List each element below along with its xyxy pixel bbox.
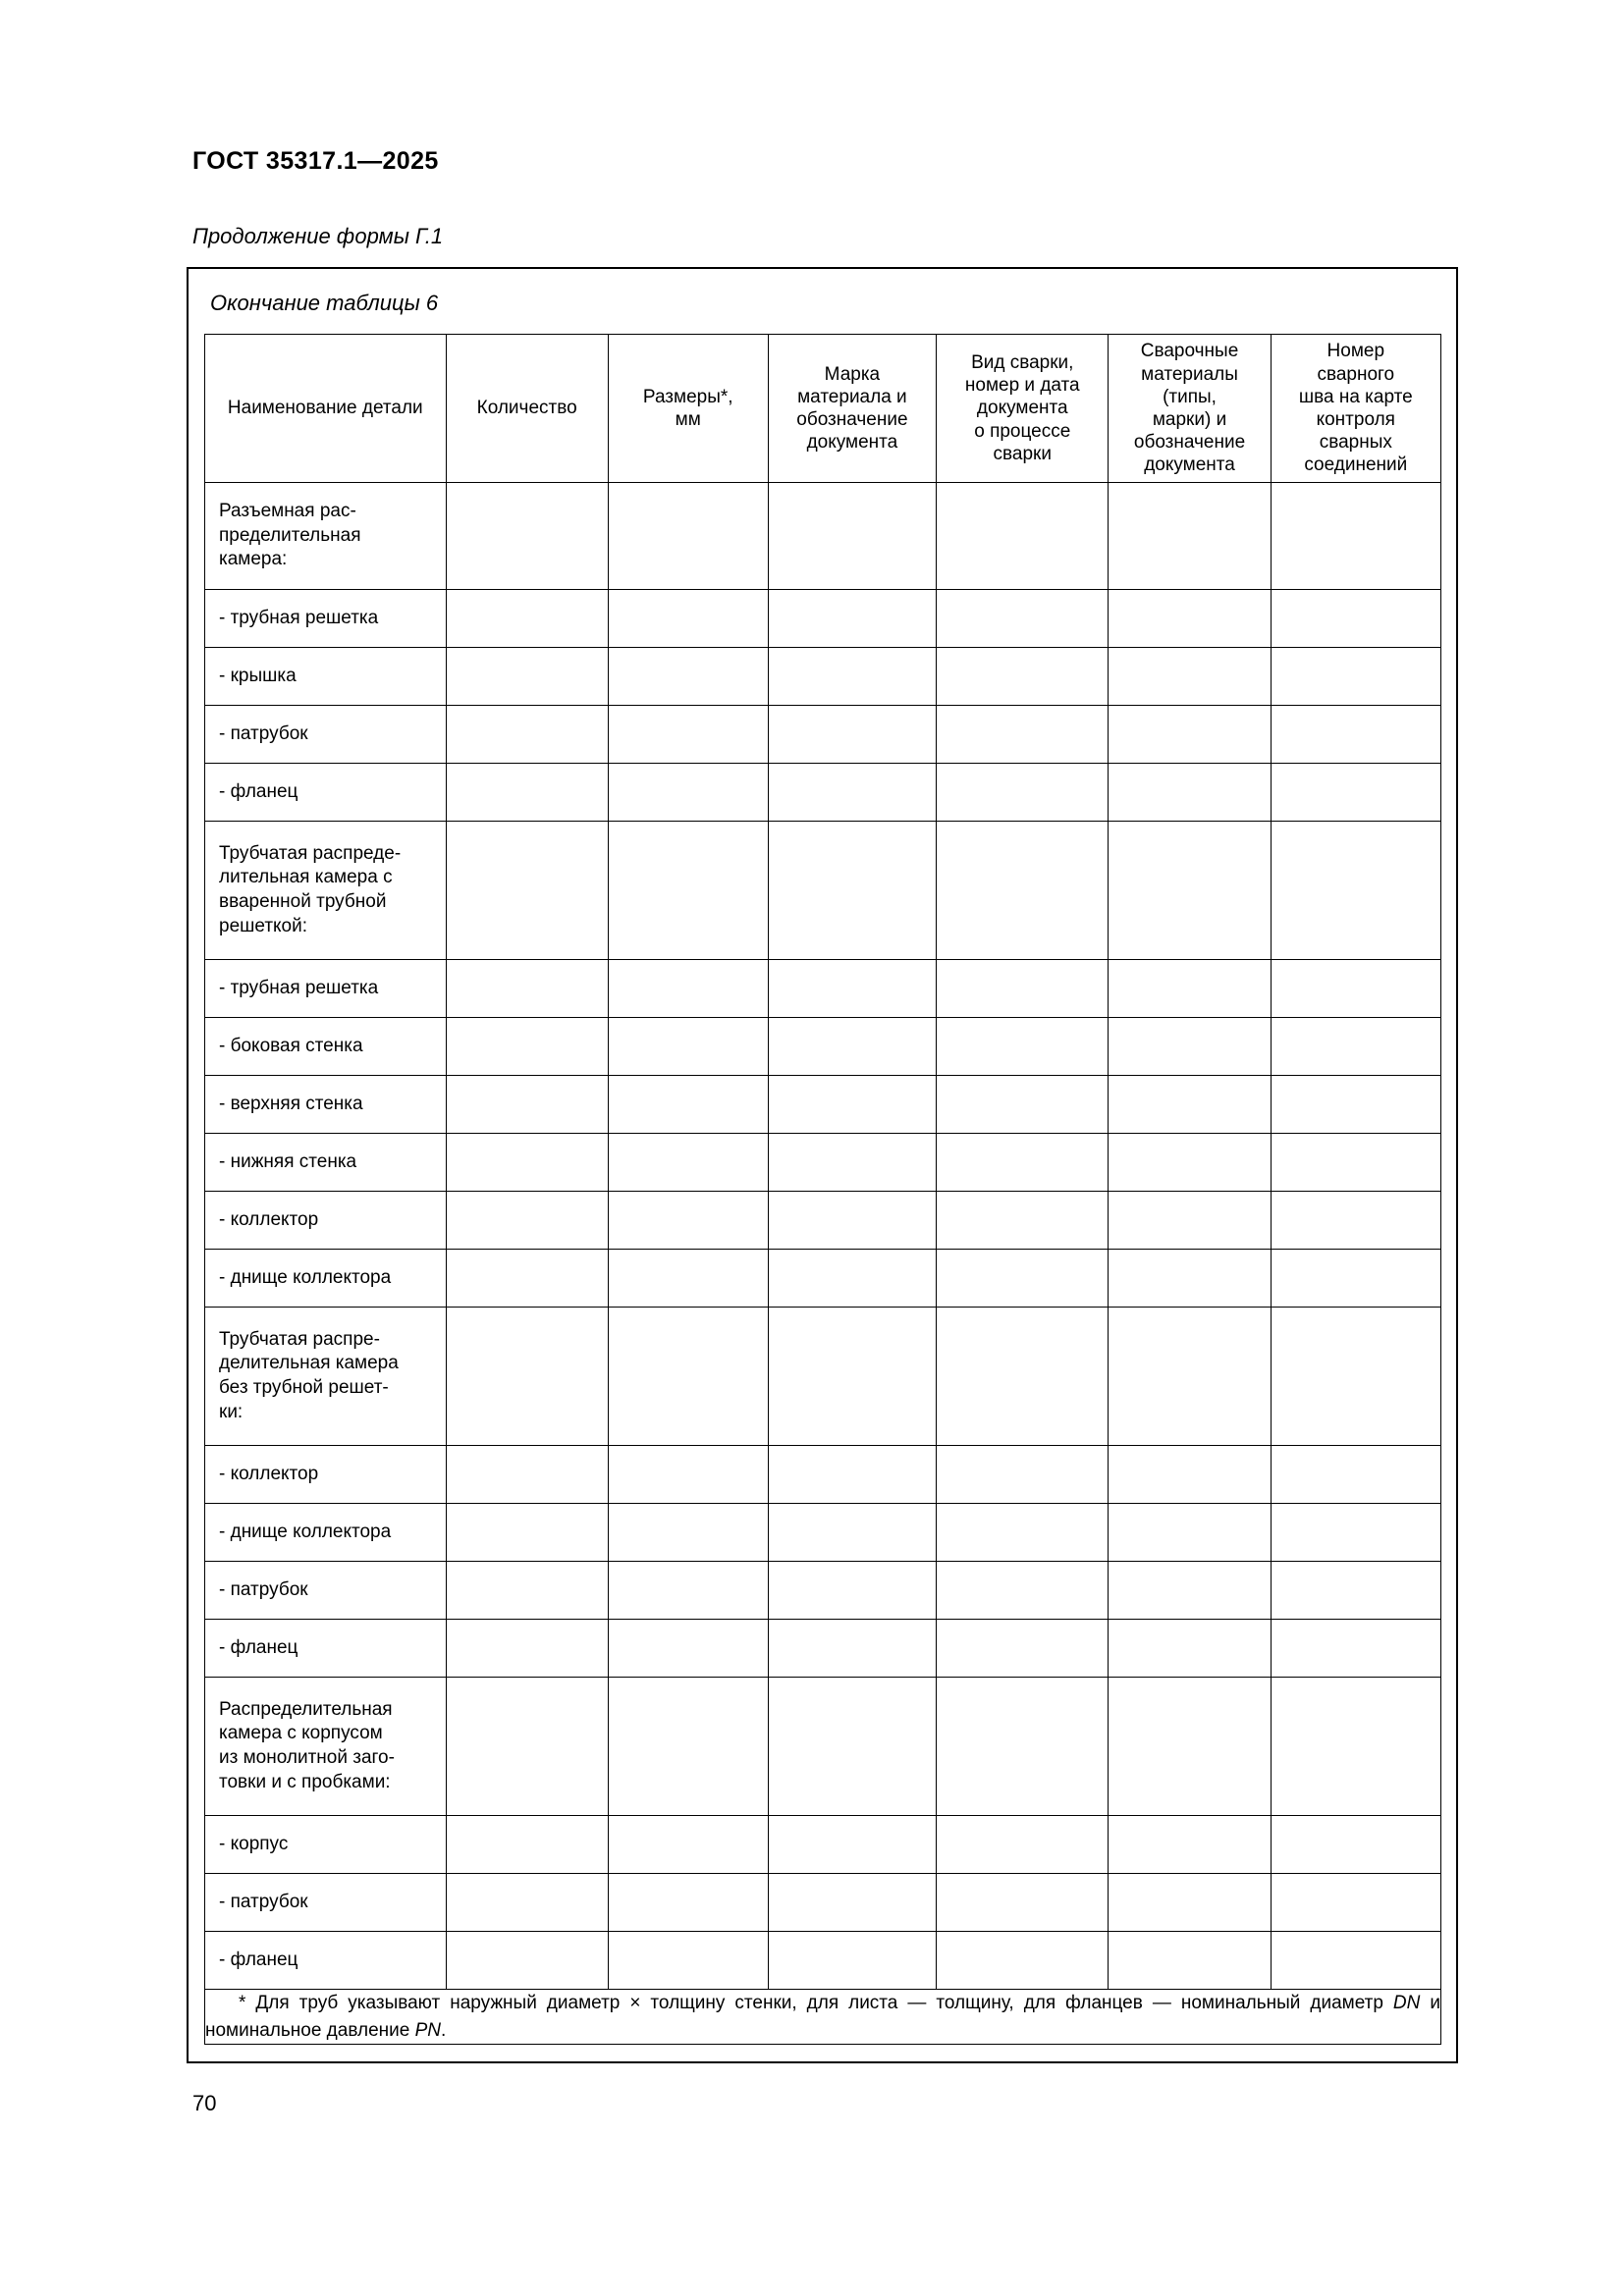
column-header-dimensions [608, 335, 768, 483]
footnote-text-part1: * Для труб указывают наружный диаметр × толщину стенки, для листа — толщину, для фланцев — номинальный диаметр [239, 1993, 1393, 2013]
weld-number-cell[interactable] [1271, 1192, 1440, 1250]
column-header-weld-number-line6: соединений [1304, 454, 1408, 476]
welding-type-cell[interactable] [937, 483, 1109, 590]
part-name-line: - нижняя стенка [219, 1150, 357, 1172]
part-name-line: - патрубок [219, 1578, 308, 1600]
part-name-line: без трубной решет- [219, 1377, 389, 1398]
material-cell[interactable] [768, 1620, 936, 1678]
material-cell[interactable] [768, 1932, 936, 1990]
table-row [205, 706, 1441, 764]
welding-type-cell[interactable] [937, 1504, 1109, 1562]
column-header-welding-type-line4: о процессе [974, 420, 1071, 442]
welding-materials-cell[interactable] [1109, 960, 1271, 1018]
quantity-cell[interactable] [446, 1620, 608, 1678]
welding-type-cell[interactable] [937, 764, 1109, 822]
quantity-cell[interactable] [446, 1562, 608, 1620]
welding-type-cell[interactable] [937, 1562, 1109, 1620]
weld-number-cell[interactable] [1271, 590, 1440, 648]
quantity-cell[interactable] [446, 1874, 608, 1932]
welding-materials-cell[interactable] [1109, 1816, 1271, 1874]
welding-type-cell[interactable] [937, 590, 1109, 648]
part-name-cell [205, 1446, 447, 1504]
welding-materials-cell[interactable] [1109, 1076, 1271, 1134]
weld-number-cell[interactable] [1271, 1874, 1440, 1932]
part-name-line: - патрубок [219, 1891, 308, 1912]
column-header-welding-type [937, 335, 1109, 483]
dimensions-cell[interactable] [608, 483, 768, 590]
weld-number-cell[interactable] [1271, 960, 1440, 1018]
column-header-dimensions-line1: Размеры*, [642, 386, 733, 407]
welding-materials-cell[interactable] [1109, 648, 1271, 706]
quantity-cell[interactable] [446, 483, 608, 590]
dimensions-cell[interactable] [608, 1076, 768, 1134]
part-name-line: Распределительная [219, 1698, 393, 1720]
table-foot [205, 1990, 1441, 2045]
part-name-cell [205, 1018, 447, 1076]
material-cell[interactable] [768, 764, 936, 822]
column-header-material-line1: Марка [824, 363, 881, 385]
part-name-line: из монолитной заго- [219, 1747, 395, 1768]
part-name-cell [205, 590, 447, 648]
weld-number-cell[interactable] [1271, 1446, 1440, 1504]
part-name-cell [205, 706, 447, 764]
part-name-line: - верхняя стенка [219, 1093, 363, 1114]
quantity-cell[interactable] [446, 1504, 608, 1562]
page-number: 70 [192, 2091, 217, 2115]
part-name-line: - фланец [219, 1949, 298, 1970]
welding-type-cell[interactable] [937, 1308, 1109, 1446]
dimensions-cell[interactable] [608, 1874, 768, 1932]
part-name-line: Разъемная рас- [219, 500, 356, 521]
welding-materials-cell[interactable] [1109, 590, 1271, 648]
part-name-cell [205, 1134, 447, 1192]
welding-materials-cell[interactable] [1109, 1678, 1271, 1816]
dimensions-cell[interactable] [608, 1446, 768, 1504]
quantity-cell[interactable] [446, 706, 608, 764]
welding-type-cell[interactable] [937, 1678, 1109, 1816]
weld-number-cell[interactable] [1271, 1678, 1440, 1816]
welding-materials-cell[interactable] [1109, 1620, 1271, 1678]
table-row [205, 648, 1441, 706]
material-cell[interactable] [768, 1816, 936, 1874]
dimensions-cell[interactable] [608, 1018, 768, 1076]
table-row [205, 1562, 1441, 1620]
material-cell[interactable] [768, 1504, 936, 1562]
welding-materials-cell[interactable] [1109, 1562, 1271, 1620]
part-name-cell [205, 1504, 447, 1562]
part-name-line: камера с корпусом [219, 1723, 383, 1744]
table-row [205, 1620, 1441, 1678]
welding-materials-cell[interactable] [1109, 1134, 1271, 1192]
quantity-cell[interactable] [446, 590, 608, 648]
welding-materials-cell[interactable] [1109, 706, 1271, 764]
dimensions-cell[interactable] [608, 1932, 768, 1990]
part-name-line: - фланец [219, 780, 298, 802]
column-header-dimensions-line2: мм [675, 409, 701, 430]
part-name-line: - днище коллектора [219, 1266, 392, 1288]
material-cell[interactable] [768, 1446, 936, 1504]
material-cell[interactable] [768, 706, 936, 764]
welding-type-cell[interactable] [937, 1250, 1109, 1308]
dimensions-cell[interactable] [608, 1308, 768, 1446]
dimensions-cell[interactable] [608, 1504, 768, 1562]
material-cell[interactable] [768, 1562, 936, 1620]
footnote-pn: PN [414, 2019, 442, 2041]
welding-type-cell[interactable] [937, 1018, 1109, 1076]
table-row [205, 483, 1441, 590]
column-header-weld-number-line5: сварных [1319, 432, 1392, 454]
parts-table [204, 334, 1441, 2045]
welding-materials-cell[interactable] [1109, 1874, 1271, 1932]
welding-materials-cell[interactable] [1109, 1308, 1271, 1446]
column-header-weld-number-line4: контроля [1316, 409, 1395, 430]
table-row [205, 822, 1441, 960]
weld-number-cell[interactable] [1271, 1504, 1440, 1562]
column-header-welding-materials [1109, 335, 1271, 483]
column-header-material-line2: материала и [797, 386, 907, 407]
column-header-part-name: Наименование детали [205, 335, 447, 483]
part-name-line: - трубная решетка [219, 977, 379, 998]
part-name-line: - фланец [219, 1636, 298, 1658]
part-name-cell [205, 1816, 447, 1874]
part-name-line: - корпус [219, 1833, 289, 1854]
weld-number-cell[interactable] [1271, 1250, 1440, 1308]
column-header-welding-materials-line6: документа [1144, 454, 1235, 476]
material-cell[interactable] [768, 1192, 936, 1250]
column-header-material [768, 335, 936, 483]
column-header-material-line4: документа [806, 432, 898, 454]
quantity-cell[interactable] [446, 648, 608, 706]
material-cell[interactable] [768, 1018, 936, 1076]
weld-number-cell[interactable] [1271, 483, 1440, 590]
part-name-line: лительная камера с [219, 867, 393, 888]
material-cell[interactable] [768, 648, 936, 706]
quantity-cell[interactable] [446, 1678, 608, 1816]
material-cell[interactable] [768, 1678, 936, 1816]
footnote-cell [205, 1990, 1441, 2045]
part-name-line: пределительная [219, 524, 361, 546]
welding-materials-cell[interactable] [1109, 1250, 1271, 1308]
column-header-welding-materials-line3: (типы, [1163, 386, 1217, 407]
dimensions-cell[interactable] [608, 1134, 768, 1192]
column-header-weld-number-line2: сварного [1317, 363, 1395, 385]
column-header-welding-materials-line2: материалы [1141, 363, 1238, 385]
welding-materials-cell[interactable] [1109, 1018, 1271, 1076]
dimensions-cell[interactable] [608, 1192, 768, 1250]
table-row [205, 960, 1441, 1018]
material-cell[interactable] [768, 590, 936, 648]
weld-number-cell[interactable] [1271, 706, 1440, 764]
dimensions-cell[interactable] [608, 764, 768, 822]
table-row [205, 1678, 1441, 1816]
table-row [205, 1250, 1441, 1308]
welding-materials-cell[interactable] [1109, 1504, 1271, 1562]
table-row [205, 1018, 1441, 1076]
column-header-welding-type-line2: номер и дата [964, 375, 1080, 397]
part-name-line: - коллектор [219, 1208, 319, 1230]
welding-materials-cell[interactable] [1109, 1446, 1271, 1504]
welding-type-cell[interactable] [937, 1134, 1109, 1192]
material-cell[interactable] [768, 483, 936, 590]
part-name-line: - днище коллектора [219, 1521, 392, 1542]
quantity-cell[interactable] [446, 1250, 608, 1308]
table-row [205, 1504, 1441, 1562]
table-row [205, 1192, 1441, 1250]
weld-number-cell[interactable] [1271, 648, 1440, 706]
part-name-cell [205, 1620, 447, 1678]
welding-type-cell[interactable] [937, 1446, 1109, 1504]
welding-type-cell[interactable] [937, 1932, 1109, 1990]
part-name-line: - трубная решетка [219, 607, 379, 628]
material-cell[interactable] [768, 1308, 936, 1446]
table-caption: Окончание таблицы 6 [210, 291, 439, 315]
weld-number-cell[interactable] [1271, 1562, 1440, 1620]
column-header-welding-type-line3: документа [976, 398, 1068, 419]
column-header-weld-number-line3: шва на карте [1298, 386, 1413, 407]
welding-type-cell[interactable] [937, 822, 1109, 960]
welding-type-cell[interactable] [937, 1192, 1109, 1250]
quantity-cell[interactable] [446, 1816, 608, 1874]
dimensions-cell[interactable] [608, 590, 768, 648]
column-header-welding-materials-line5: обозначение [1133, 432, 1246, 454]
table-head [205, 335, 1441, 483]
part-name-line: решеткой: [219, 915, 307, 936]
form-continuation-label: Продолжение формы Г.1 [192, 224, 444, 248]
table-row [205, 1446, 1441, 1504]
table-row [205, 764, 1441, 822]
welding-type-cell[interactable] [937, 706, 1109, 764]
table-header-row [205, 335, 1441, 483]
weld-number-cell[interactable] [1271, 1076, 1440, 1134]
part-name-line: Трубчатая распреде- [219, 842, 402, 864]
material-cell[interactable] [768, 1076, 936, 1134]
table-row [205, 1874, 1441, 1932]
material-cell[interactable] [768, 960, 936, 1018]
quantity-cell[interactable] [446, 1308, 608, 1446]
weld-number-cell[interactable] [1271, 1018, 1440, 1076]
part-name-line: Трубчатая распре- [219, 1328, 380, 1350]
footnote-dn: DN [1392, 1993, 1421, 2013]
standard-header: ГОСТ 35317.1—2025 [192, 147, 439, 175]
form-frame [187, 267, 1458, 2063]
dimensions-cell[interactable] [608, 1250, 768, 1308]
part-name-cell [205, 1932, 447, 1990]
welding-materials-cell[interactable] [1109, 764, 1271, 822]
part-name-line: товки и с пробками: [219, 1771, 391, 1792]
part-name-cell [205, 960, 447, 1018]
part-name-line: вваренной трубной [219, 891, 387, 912]
material-cell[interactable] [768, 1250, 936, 1308]
part-name-cell [205, 1874, 447, 1932]
quantity-cell[interactable] [446, 1192, 608, 1250]
welding-materials-cell[interactable] [1109, 1192, 1271, 1250]
quantity-cell[interactable] [446, 1076, 608, 1134]
weld-number-cell[interactable] [1271, 1134, 1440, 1192]
column-header-welding-materials-line1: Сварочные [1140, 341, 1239, 362]
part-name-line: - патрубок [219, 722, 308, 744]
column-header-welding-materials-line4: марки) и [1152, 409, 1227, 430]
column-header-weld-number [1271, 335, 1440, 483]
quantity-cell[interactable] [446, 1018, 608, 1076]
dimensions-cell[interactable] [608, 1620, 768, 1678]
quantity-cell[interactable] [446, 764, 608, 822]
welding-type-cell[interactable] [937, 1620, 1109, 1678]
table-row [205, 1932, 1441, 1990]
column-header-welding-type-line1: Вид сварки, [971, 352, 1074, 374]
welding-materials-cell[interactable] [1109, 1932, 1271, 1990]
dimensions-cell[interactable] [608, 1678, 768, 1816]
table-row [205, 1076, 1441, 1134]
part-name-line: - боковая стенка [219, 1035, 363, 1056]
part-name-cell [205, 1076, 447, 1134]
footnote-text-part3: . [441, 2019, 447, 2041]
part-name-cell [205, 648, 447, 706]
quantity-cell[interactable] [446, 1932, 608, 1990]
part-name-cell [205, 1308, 447, 1446]
weld-number-cell[interactable] [1271, 1308, 1440, 1446]
part-name-cell [205, 1192, 447, 1250]
table-row [205, 590, 1441, 648]
welding-materials-cell[interactable] [1109, 822, 1271, 960]
part-name-line: - крышка [219, 665, 297, 686]
welding-type-cell[interactable] [937, 1874, 1109, 1932]
dimensions-cell[interactable] [608, 706, 768, 764]
part-name-cell [205, 1250, 447, 1308]
quantity-cell[interactable] [446, 960, 608, 1018]
part-name-cell [205, 1678, 447, 1816]
table-row [205, 1308, 1441, 1446]
table-row [205, 1816, 1441, 1874]
part-name-cell [205, 822, 447, 960]
welding-materials-cell[interactable] [1109, 483, 1271, 590]
dimensions-cell[interactable] [608, 1816, 768, 1874]
weld-number-cell[interactable] [1271, 1816, 1440, 1874]
quantity-cell[interactable] [446, 1446, 608, 1504]
column-header-quantity: Количество [446, 335, 608, 483]
dimensions-cell[interactable] [608, 648, 768, 706]
welding-type-cell[interactable] [937, 648, 1109, 706]
dimensions-cell[interactable] [608, 1562, 768, 1620]
column-header-material-line3: обозначение [796, 409, 908, 430]
table-row [205, 1134, 1441, 1192]
part-name-cell [205, 483, 447, 590]
weld-number-cell[interactable] [1271, 1932, 1440, 1990]
quantity-cell[interactable] [446, 1134, 608, 1192]
welding-type-cell[interactable] [937, 960, 1109, 1018]
part-name-line: делительная камера [219, 1353, 399, 1374]
footnote-text-part2: и номинальное давление [205, 1993, 1440, 2041]
welding-type-cell[interactable] [937, 1076, 1109, 1134]
column-header-welding-type-line5: сварки [993, 443, 1052, 464]
part-name-line: - коллектор [219, 1463, 319, 1484]
weld-number-cell[interactable] [1271, 1620, 1440, 1678]
dimensions-cell[interactable] [608, 960, 768, 1018]
quantity-cell[interactable] [446, 822, 608, 960]
material-cell[interactable] [768, 1874, 936, 1932]
dimensions-cell[interactable] [608, 822, 768, 960]
footnote-row [205, 1990, 1441, 2045]
table-body [205, 483, 1441, 1990]
part-name-cell [205, 764, 447, 822]
weld-number-cell[interactable] [1271, 822, 1440, 960]
column-header-weld-number-line1: Номер [1326, 341, 1385, 362]
material-cell[interactable] [768, 1134, 936, 1192]
part-name-line: ки: [219, 1401, 244, 1422]
weld-number-cell[interactable] [1271, 764, 1440, 822]
part-name-line: камера: [219, 549, 288, 570]
material-cell[interactable] [768, 822, 936, 960]
part-name-cell [205, 1562, 447, 1620]
welding-type-cell[interactable] [937, 1816, 1109, 1874]
